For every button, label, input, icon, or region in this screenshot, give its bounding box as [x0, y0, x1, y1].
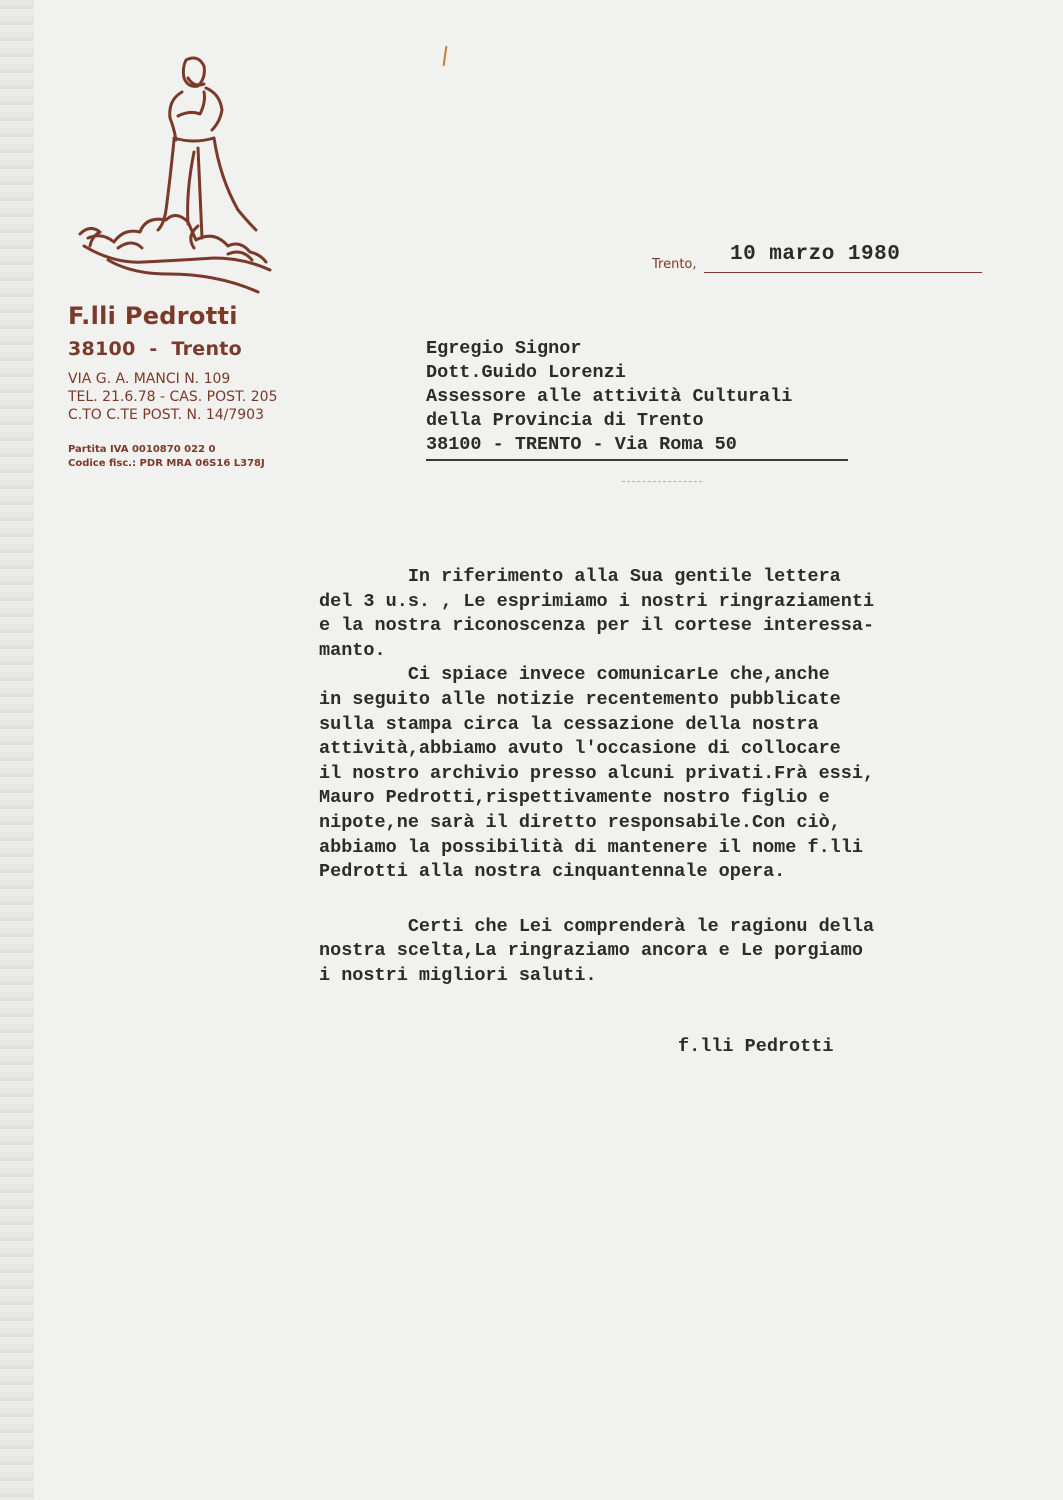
- date-line: [652, 243, 982, 275]
- firm-name: F.lli Pedrotti: [68, 302, 238, 330]
- body-line: nostra scelta,La ringraziamo ancora e Le porgiamo: [319, 940, 863, 962]
- body-line: abbiamo la possibilità di mantenere il nome f.lli: [319, 836, 863, 858]
- body-line: sulla stampa circa la cessazione della nostra: [319, 713, 819, 735]
- body-line: Ci spiace invece comunicarLe che,anche: [319, 664, 830, 686]
- paper-edge-texture: [0, 0, 34, 1500]
- salutation: Egregio Signor: [426, 338, 582, 359]
- body-line: in seguito alle notizie recentemento pubblicate: [319, 688, 841, 710]
- date-label: Trento,: [652, 257, 697, 272]
- body-line: In riferimento alla Sua gentile lettera: [319, 566, 841, 587]
- recipient-street: 38100 - TRENTO - Via Roma 50: [426, 433, 848, 461]
- body-line: manto.: [319, 639, 386, 661]
- signature: f.lli Pedrotti: [678, 1036, 834, 1057]
- body-line: Pedrotti alla nostra cinquantennale opera.: [319, 861, 786, 883]
- firm-city: 38100 - Trento: [68, 338, 243, 360]
- paragraph: [319, 663, 989, 884]
- typewriter-smudge: [622, 481, 702, 484]
- body-line: Certi che Lei comprenderà le ragionu della: [319, 915, 875, 937]
- body-line: nipote,ne sarà il diretto responsabile.Con ciò,: [319, 811, 841, 833]
- vat-number: Partita IVA 0010870 022 0: [68, 444, 216, 455]
- body-line: i nostri migliori saluti.: [319, 964, 597, 986]
- paragraph: [319, 565, 989, 663]
- phone-line: TEL. 21.6.78 - CAS. POST. 205: [68, 389, 278, 405]
- paragraph-gap: [319, 885, 989, 915]
- postal-account-line: C.TO C.TE POST. N. 14/7903: [68, 407, 264, 423]
- ink-mark: [443, 46, 448, 66]
- recipient-office: della Provincia di Trento: [426, 410, 704, 431]
- body-line: il nostro archivio presso alcuni privati.Frà essi,: [319, 762, 875, 784]
- date-underline: [704, 272, 982, 273]
- body-line: del 3 u.s. , Le esprimiamo i nostri ringraziamenti: [319, 590, 875, 612]
- address-line: VIA G. A. MANCI N. 109: [68, 371, 231, 387]
- body-line: e la nostra riconoscenza per il cortese interessa-: [319, 615, 875, 637]
- body-line: Mauro Pedrotti,rispettivamente nostro figlio e: [319, 787, 830, 809]
- recipient-title: Assessore alle attività Culturali: [426, 386, 793, 407]
- date-value: 10 marzo 1980: [730, 243, 901, 266]
- paragraph: [319, 915, 989, 989]
- recipient-address: [426, 337, 848, 461]
- tax-code: Codice fisc.: PDR MRA 06S16 L378J: [68, 458, 265, 469]
- body-line: attività,abbiamo avuto l'occasione di collocare: [319, 738, 841, 760]
- letter-body: [319, 565, 989, 989]
- recipient-name: Dott.Guido Lorenzi: [426, 362, 626, 383]
- mountaineer-on-rocks-icon: [78, 48, 278, 298]
